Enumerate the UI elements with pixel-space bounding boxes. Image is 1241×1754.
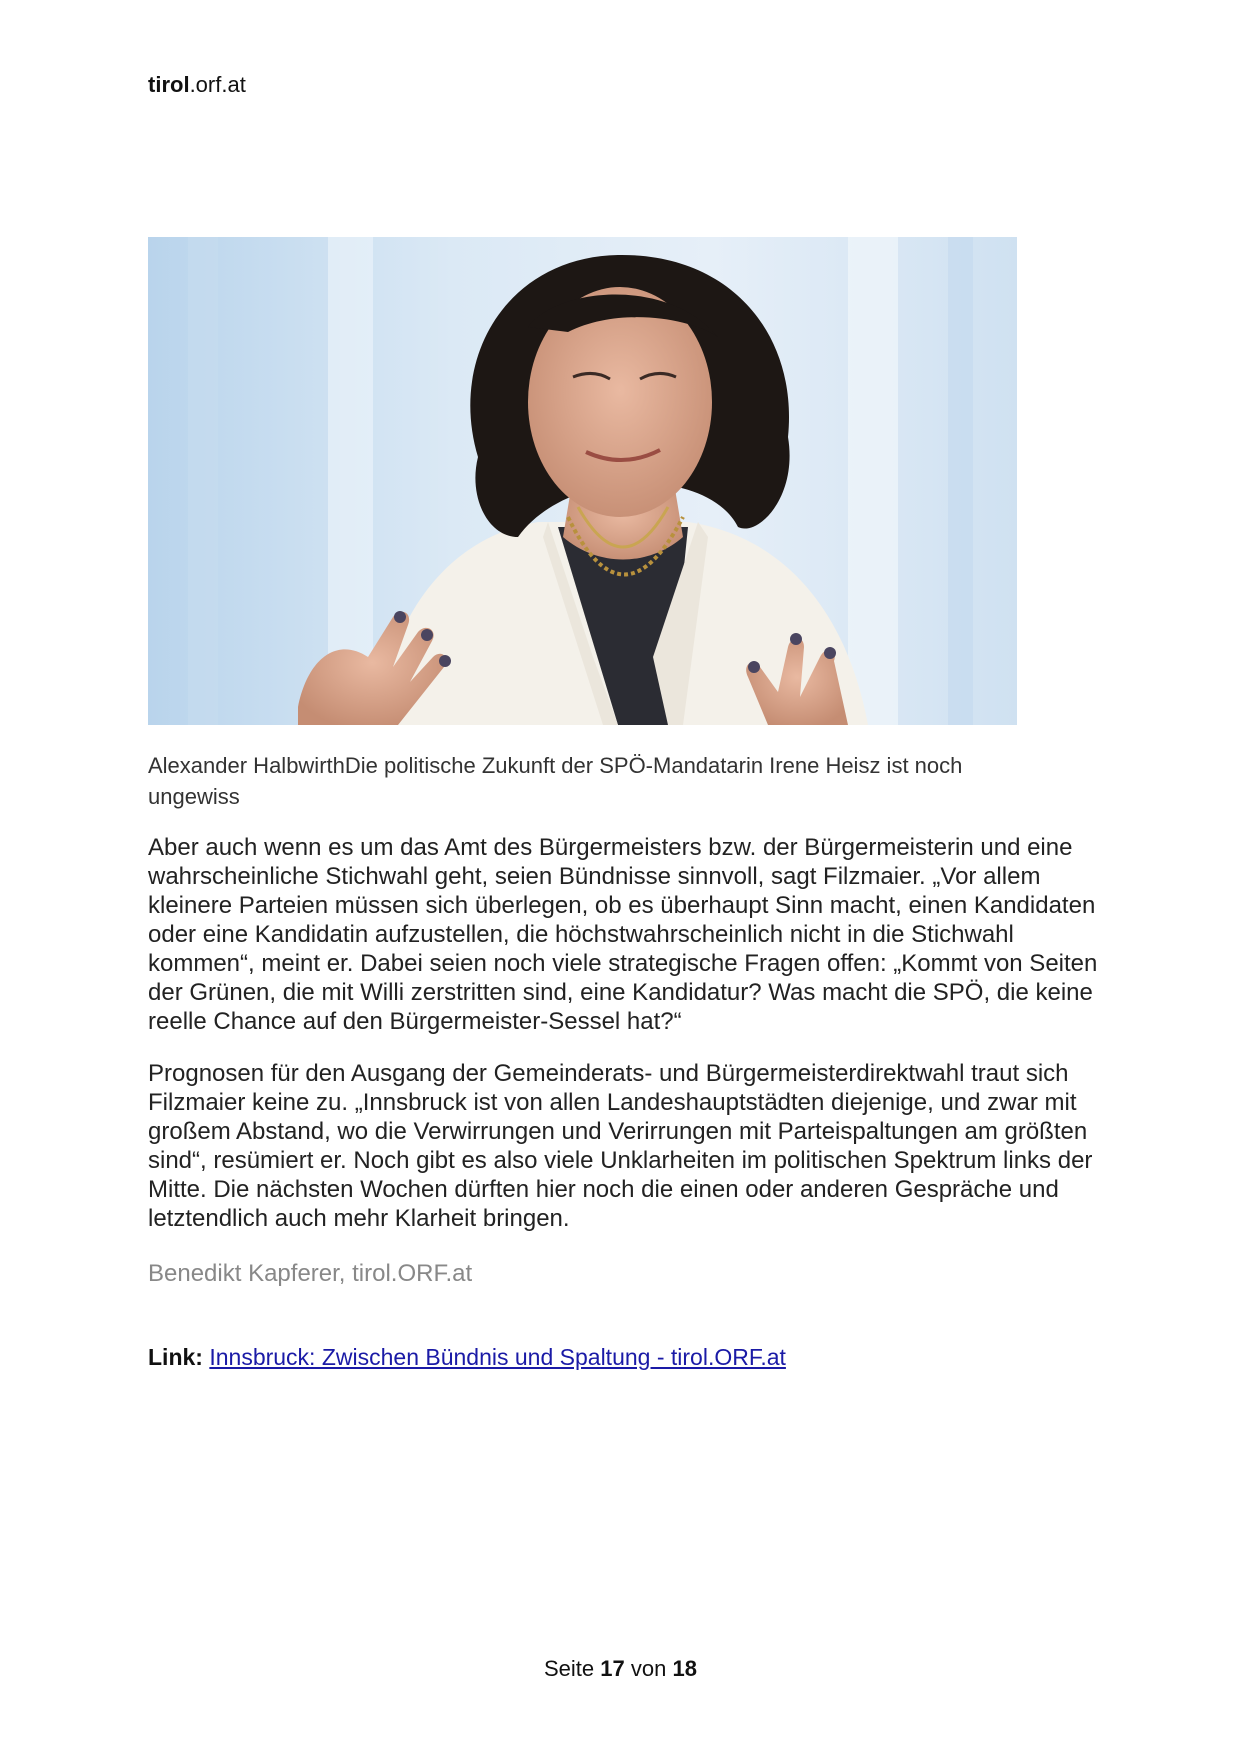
article-paragraph-1: Aber auch wenn es um das Amt des Bürgermeisters bzw. der Bürgermeisterin und eine wahrscheinliche Stichwahl geht, seien Bündnisse sinnvoll, sagt Filzmaier. „Vor allem kleinere Parteien müssen sich überlegen, ob es überhaupt Sinn macht, einen Kandidaten oder eine Kandidatin aufzustellen, die höchstwahrscheinlich nicht in die Stichwahl kommen“, meint er. Dabei seien noch viele strategische Fragen offen: „Kommt von Seiten der Grünen, die mit Willi zerstritten sind, eine Kandidatur? Was macht die SPÖ, die keine reelle Chance auf den Bürgermeister-Sessel hat?“ xyxy=(148,834,1098,1035)
page-total: 18 xyxy=(672,1656,697,1681)
article-paragraph-2: Prognosen für den Ausgang der Gemeinderats- und Bürgermeisterdirektwahl traut sich Filzmaier keine zu. „Innsbruck ist von allen Landeshauptstädten diejenige, und zwar mit großem Abstand, wo die Verwirrungen und Verirrungen mit Parteispaltungen am größten sind“, resümiert er. Noch gibt es also viele Unklarheiten im politischen Spektrum links der Mitte. Die nächsten Wochen dürften hier noch die einen oder anderen Gespräche und letztendlich auch mehr Klarheit bringen. xyxy=(148,1060,1093,1232)
page-middle: von xyxy=(630,1656,667,1681)
site-name-rest: .orf.at xyxy=(189,72,246,97)
page-current: 17 xyxy=(600,1656,625,1681)
source-link-line xyxy=(148,1344,786,1371)
page-footer xyxy=(0,1656,1241,1682)
caption-text: Die politische Zukunft der SPÖ-Mandatarin Irene Heisz ist noch ungewiss xyxy=(148,753,963,809)
caption-credit: Alexander Halbwirth xyxy=(148,753,345,778)
photo-caption xyxy=(148,750,1048,812)
page-prefix: Seite xyxy=(544,1656,595,1681)
site-name-bold: tirol xyxy=(148,72,190,97)
link-label: Link: xyxy=(148,1344,203,1370)
article-photo xyxy=(148,237,1017,725)
article-author: Benedikt Kapferer, tirol.ORF.at xyxy=(148,1260,473,1287)
site-header xyxy=(148,72,246,98)
source-link[interactable]: Innsbruck: Zwischen Bündnis und Spaltung - tirol.ORF.at xyxy=(209,1344,786,1370)
